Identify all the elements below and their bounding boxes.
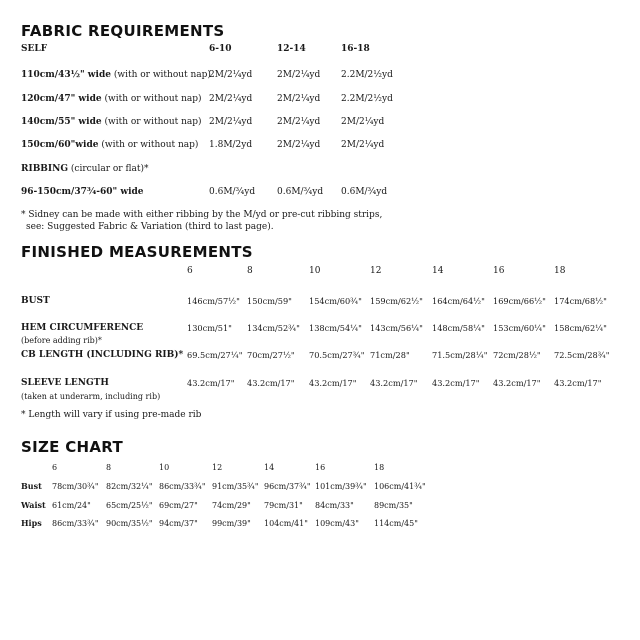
chart-value: 106cm/41¾" bbox=[374, 482, 426, 491]
fabric-value: 2.2M/2½yd bbox=[341, 70, 393, 80]
chart-value: 96cm/37¾" bbox=[264, 482, 311, 491]
finished-value: 169cm/66½" bbox=[493, 296, 546, 306]
chart-value: 89cm/35" bbox=[374, 501, 413, 510]
finished-size-header: 10 bbox=[309, 266, 321, 276]
finished-row-sublabel: (taken at underarm, including rib) bbox=[21, 392, 161, 401]
finished-value: 138cm/54¼" bbox=[309, 323, 362, 333]
ribbing-value: 0.6M/¾yd bbox=[277, 187, 324, 197]
finished-row-label: CB LENGTH (INCLUDING RIB)* bbox=[21, 350, 184, 360]
finished-footnote: * Length will vary if using pre-made rib bbox=[21, 410, 202, 420]
finished-row-label: BUST bbox=[21, 296, 50, 306]
chart-value: 109cm/43" bbox=[315, 519, 359, 528]
finished-value: 43.2cm/17" bbox=[247, 378, 295, 388]
ribbing-width: 96-150cm/37¾-60" wide bbox=[21, 187, 144, 197]
finished-value: 153cm/60¼" bbox=[493, 323, 546, 333]
chart-value: 69cm/27" bbox=[159, 501, 198, 510]
fabric-value: 2M/2¼yd bbox=[341, 140, 385, 150]
finished-value: 43.2cm/17" bbox=[493, 378, 541, 388]
chart-value: 74cm/29" bbox=[212, 501, 251, 510]
finished-value: 43.2cm/17" bbox=[370, 378, 418, 388]
fabric-value: 2M/2¼yd bbox=[209, 70, 253, 80]
fabric-width: 120cm/47" wide bbox=[21, 94, 102, 104]
finished-value: 71.5cm/28¼" bbox=[432, 350, 488, 360]
chart-value: 94cm/37" bbox=[159, 519, 198, 528]
finished-value: 158cm/62¼" bbox=[554, 323, 607, 333]
self-label: SELF bbox=[21, 44, 48, 54]
finished-value: 70cm/27½" bbox=[247, 350, 295, 360]
fabric-row-label bbox=[21, 140, 198, 151]
finished-value: 69.5cm/27¼" bbox=[187, 350, 243, 360]
ribbing-note: (circular or flat)* bbox=[70, 164, 149, 174]
chart-row-label: Hips bbox=[21, 518, 42, 528]
fabric-row-label bbox=[21, 117, 202, 128]
finished-value: 164cm/64½" bbox=[432, 296, 485, 306]
fabric-value: 1.8M/2yd bbox=[209, 140, 253, 150]
fabric-requirements-title: FABRIC REQUIREMENTS bbox=[21, 22, 225, 40]
finished-value: 43.2cm/17" bbox=[187, 378, 235, 388]
finished-value: 154cm/60¾" bbox=[309, 296, 362, 306]
finished-value: 146cm/57½" bbox=[187, 296, 240, 306]
fabric-width: 110cm/43½" wide bbox=[21, 70, 111, 80]
finished-size-header: 14 bbox=[432, 266, 444, 276]
finished-size-header: 6 bbox=[187, 266, 193, 276]
size-chart-title: SIZE CHART bbox=[21, 438, 124, 456]
fabric-width: 140cm/55" wide bbox=[21, 117, 102, 127]
chart-size-header: 10 bbox=[159, 463, 170, 472]
chart-value: 86cm/33¾" bbox=[52, 519, 99, 528]
fabric-nap-note: (with or without nap) bbox=[101, 140, 199, 150]
finished-value: 70.5cm/27¾" bbox=[309, 350, 365, 360]
fabric-nap-note: (with or without nap) bbox=[113, 70, 211, 80]
fabric-footnote: see: Suggested Fabric & Variation (third to last page). bbox=[26, 222, 274, 232]
fabric-value: 2M/2¼yd bbox=[277, 117, 321, 127]
finished-value: 43.2cm/17" bbox=[309, 378, 357, 388]
chart-size-header: 18 bbox=[374, 463, 385, 472]
chart-value: 90cm/35½" bbox=[106, 519, 153, 528]
chart-value: 84cm/33" bbox=[315, 501, 354, 510]
fabric-size-header: 16-18 bbox=[341, 44, 370, 54]
ribbing-label: RIBBING bbox=[21, 164, 69, 174]
finished-row-sublabel: (before adding rib)* bbox=[21, 336, 102, 345]
chart-value: 101cm/39¾" bbox=[315, 482, 367, 491]
fabric-value: 2M/2¼yd bbox=[277, 70, 321, 80]
fabric-value: 2M/2¼yd bbox=[277, 140, 321, 150]
fabric-nap-note: (with or without nap) bbox=[104, 117, 202, 127]
finished-value: 150cm/59" bbox=[247, 296, 292, 306]
finished-value: 159cm/62½" bbox=[370, 296, 423, 306]
finished-value: 143cm/56¼" bbox=[370, 323, 423, 333]
finished-row-label: HEM CIRCUMFERENCE bbox=[21, 323, 144, 333]
fabric-value: 2.2M/2½yd bbox=[341, 94, 393, 104]
chart-value: 86cm/33¾" bbox=[159, 482, 206, 491]
ribbing-value: 0.6M/¾yd bbox=[209, 187, 256, 197]
chart-value: 91cm/35¾" bbox=[212, 482, 259, 491]
finished-value: 72.5cm/28¾" bbox=[554, 350, 610, 360]
chart-row-label: Waist bbox=[21, 500, 46, 510]
chart-size-header: 12 bbox=[212, 463, 223, 472]
chart-value: 61cm/24" bbox=[52, 501, 91, 510]
finished-value: 72cm/28½" bbox=[493, 350, 541, 360]
finished-row-label: SLEEVE LENGTH bbox=[21, 378, 109, 388]
fabric-row-label bbox=[21, 70, 211, 81]
finished-value: 148cm/58¼" bbox=[432, 323, 485, 333]
fabric-row-label bbox=[21, 94, 202, 105]
fabric-footnote: * Sidney can be made with either ribbing by the M/yd or pre-cut ribbing strips, bbox=[21, 210, 383, 220]
finished-value: 130cm/51" bbox=[187, 323, 232, 333]
fabric-nap-note: (with or without nap) bbox=[104, 94, 202, 104]
finished-size-header: 16 bbox=[493, 266, 505, 276]
fabric-value: 2M/2¼yd bbox=[341, 117, 385, 127]
ribbing-value: 0.6M/¾yd bbox=[341, 187, 388, 197]
fabric-width: 150cm/60"wide bbox=[21, 140, 99, 150]
chart-row-label: Bust bbox=[21, 481, 42, 491]
fabric-value: 2M/2¼yd bbox=[209, 117, 253, 127]
finished-value: 134cm/52¾" bbox=[247, 323, 300, 333]
chart-value: 79cm/31" bbox=[264, 501, 303, 510]
finished-value: 43.2cm/17" bbox=[554, 378, 602, 388]
finished-value: 43.2cm/17" bbox=[432, 378, 480, 388]
chart-value: 114cm/45" bbox=[374, 519, 418, 528]
finished-size-header: 12 bbox=[370, 266, 382, 276]
ribbing-heading bbox=[21, 164, 148, 175]
chart-value: 78cm/30¾" bbox=[52, 482, 99, 491]
fabric-size-header: 6-10 bbox=[209, 44, 232, 54]
chart-value: 82cm/32¼" bbox=[106, 482, 153, 491]
fabric-value: 2M/2¼yd bbox=[277, 94, 321, 104]
finished-value: 174cm/68½" bbox=[554, 296, 607, 306]
chart-size-header: 14 bbox=[264, 463, 275, 472]
finished-size-header: 18 bbox=[554, 266, 566, 276]
chart-size-header: 8 bbox=[106, 463, 112, 472]
chart-size-header: 6 bbox=[52, 463, 58, 472]
chart-value: 99cm/39" bbox=[212, 519, 251, 528]
finished-size-header: 8 bbox=[247, 266, 253, 276]
chart-value: 104cm/41" bbox=[264, 519, 308, 528]
fabric-value: 2M/2¼yd bbox=[209, 94, 253, 104]
chart-value: 65cm/25½" bbox=[106, 501, 153, 510]
chart-size-header: 16 bbox=[315, 463, 326, 472]
fabric-size-header: 12-14 bbox=[277, 44, 306, 54]
finished-value: 71cm/28" bbox=[370, 350, 410, 360]
finished-measurements-title: FINISHED MEASUREMENTS bbox=[21, 243, 253, 261]
